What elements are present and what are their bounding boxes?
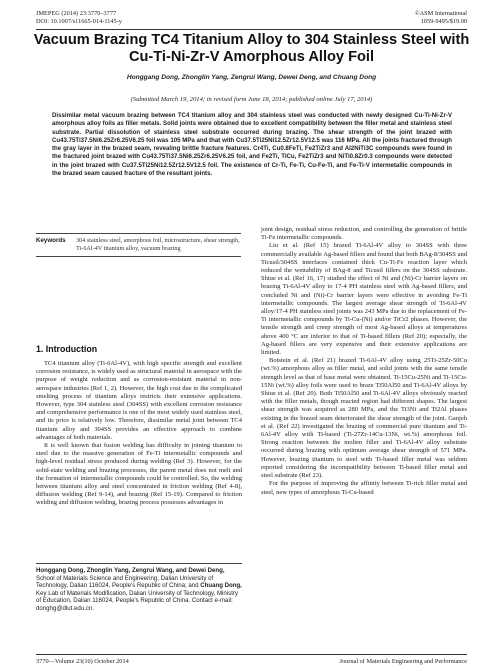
author-list: Honggang Dong, Zhonglin Yang, Zengrui Wang, Dewei Deng, and Chuang Dong	[126, 74, 377, 81]
author-name-2: Chuang Dong,	[200, 582, 242, 590]
paper-title: Vacuum Brazing TC4 Titanium Alloy to 304 Stainless Steel with Cu-Ti-Ni-Zr-V Amorphous Alloy Foil	[33, 32, 470, 65]
paragraph: joint design, residual stress reduction, and controlling the generation of brittle Ti-Fe intermetallic compounds.	[261, 226, 467, 242]
paragraph: It is well known that fusion welding has difficulty in joining titanium to steel due to the massive generation of Fe-Ti intermetallic compounds and high-level residual stress produced during welding (Ref 3). However, for the solid-state welding and brazing processes, the parent metal does not melt and the formation of intermetallic compounds could be controlled. So, the welding between titanium alloy and steel concentrated in friction welding (Ref 4-8), diffusion welding (Ref 9-14), and brazing (Ref 15-19). Compared to friction welding and diffusion welding, brazing process possesses advantages in	[36, 442, 242, 507]
right-column	[261, 226, 467, 497]
paragraph: Botstein et al. (Ref 21) brazed Ti-6Al-4V alloy using 25Ti-25Zr-50Cu (wt.%) amorphous alloy as filler metal, and solid joints with the same tensile strength level as that of base metal were obtained. Ti-15Cu-25Ni and Ti-15Cu-15Ni (wt.%) alloy foils were used to braze Ti50Al50 and Ti-6Al-4V alloys by Shiue et al. (Ref 20). Both Ti50Al50 and Ti-6Al-4V alloys obviously reacted with the filler metals, though reacted region had different shapes. The largest shear strength was acquired as 280 MPa, and the Ti3Ni and Ti2Al phases existing in the brazed seam deteriorated the shear strength of the joint. Ganjeh et al. (Ref 22) investigated the brazing of commercial pure titanium and Ti-6Al-4V alloy with Ti-based (Ti-27Zr-14Cu-13Ni, wt.%) amorphous foil. Strong reaction between the molten filler and Ti-6Al-4V alloy substrate occurred during brazing with optimum average shear strength of 571 MPa. However, brazing titanium to steel with Ti-based filler metal was seldom reported considering the incompatibility between Ti-based filler metal and steel substrate (Ref 23).	[261, 357, 467, 480]
affiliation-note	[36, 563, 242, 613]
school-text: School of Materials Science and Engineering, Dalian University of Technology, Dalian 116024, People's Republic of China; and	[36, 574, 214, 590]
journal-id: JMEPEG (2014) 23:3770–3777	[36, 10, 117, 17]
doi: DOI: 10.1007/s11665-014-1145-y	[36, 17, 122, 25]
section-heading: 1. Introduction	[36, 344, 98, 354]
left-column	[36, 360, 242, 508]
keywords-text: 304 stainless steel, amorphous foil, microstructure, shear strength, Ti-6Al-4V titanium alloy, vacuum brazing	[76, 237, 240, 252]
paragraph: Liu et al. (Ref 15) brazed Ti-6Al-4V alloy to 304SS with three commercially available Ag-based fillers and found that both BAg-8/304SS and Ticusil/304SS interfaces contained thick Cu-Ti-Fe reaction layer which reduced the wettability of BAg-8 and Ticusil fillers on the 304SS substrate. Shiue et al. (Ref 16, 17) studied the effect of Ni and (Ni)-Cr barrier layers on brazing Ti-6Al-4V alloy to 17-4 PH stainless steel with Ag-based fillers, and concluded Ni and (Ni)-Cr barrier layers were effective in avoiding Fe-Ti intermetallic compounds. The largest average shear strength of Ti-6Al-4V alloy/17-4 PH stainless steel joints was 243 MPa due to the replacement of Fe-Ti intermetallic compounds by Ti-Cu-(Ni) and/or TiCr2 phases. However, the tensile strength and creep strength of most Ag-based alloys at temperatures above 400 °C are inferior to that of Ti-based fillers (Ref 20); especially, the Ag-based fillers are very expensive and their extensive applications are limited.	[261, 242, 467, 357]
copyright: ©ASM International	[414, 10, 467, 17]
footer-rule	[36, 654, 467, 655]
paragraph: For the purpose of improving the affinity between Ti-rich filler metal and steel, new types of amorphous Ti-Cu-based	[261, 480, 467, 496]
lab-text: Key Lab of Materials Modification, Dalian University of Technology, Ministry of Education, Dalian 116024, People's Republic of China. Contact e-mail: donghg@dlut.edu.cn.	[36, 589, 238, 612]
author-names: Honggang Dong, Zhonglin Yang, Zengrui Wang, and Dewei Deng,	[36, 567, 225, 574]
footer-left: 3770—Volume 23(10) October 2014	[36, 658, 129, 665]
keywords-box	[36, 233, 241, 257]
abstract: Dissimilar metal vacuum brazing between TC4 titanium alloy and 304 stainless steel was conducted with newly designed Cu-Ti-Ni-Zr-V amorphous alloy foils as filler metals. Solid joints were obtained due to excellent compatibility between the filler metal and stainless steel substrate. Partial dissolution of stainless steel substrate occurred during brazing. The shear strength of the joint brazed with Cu43.75Ti37.5Ni6.25Zr6.25V6.25 foil was 105 MPa and that with Cu37.5Ti25Ni12.5Zr12.5V12.5 was 116 MPa. All the joints fractured through the gray layer in the brazed seam, revealing brittle fracture features. Cr4Ti, Cu0.8FeTi, Fe2TiZr3 and Al2NiTi3C compounds were found in the fractured joint brazed with Cu43.75Ti37.5Ni6.25Zr6.25V6.25 foil, and Fe2Ti, TiCu, Fe2TiZr3 and NiTi0.8Zr0.3 compounds were detected in the joint brazed with Cu37.5Ti25Ni12.5Zr12.5V12.5 foil. The existence of Cr-Ti, Fe-Ti, Cu-Fe-Ti, and Fe-Ti-V intermetallic compounds in the brazed seam caused fracture of the resultant joints.	[52, 112, 452, 178]
keywords-label: Keywords	[36, 237, 66, 244]
footer-right: Journal of Materials Engineering and Performance	[339, 658, 467, 665]
submission-dates: (Submitted March 19, 2014; in revised form June 18, 2014; published online July 17, 2014)	[130, 96, 373, 103]
issn: 1059-9495/$19.00	[420, 17, 467, 25]
journal-header-left	[36, 10, 122, 25]
header-rule	[36, 29, 467, 30]
paragraph: TC4 titanium alloy (Ti-6Al-4V), with high specific strength and excellent corrosion resistance, is widely used as structural material in aerospace with the purpose of weight reduction and as corrosion-resistant material in non-aerospace industries (Ref 1, 2). However, the high cost due to the complicated smelting process of titanium alloys restricts their extensive applications. However, type 304 stainless steel (304SS) with excellent corrosion resistance and comprehensive performance is one of the most widely used stainless steel, and its price is relatively low. Therefore, dissimilar metal joint between TC4 titanium alloy and 304SS provides an effective approach to combine advantages of both materials.	[36, 360, 242, 441]
journal-header-right	[415, 10, 467, 25]
